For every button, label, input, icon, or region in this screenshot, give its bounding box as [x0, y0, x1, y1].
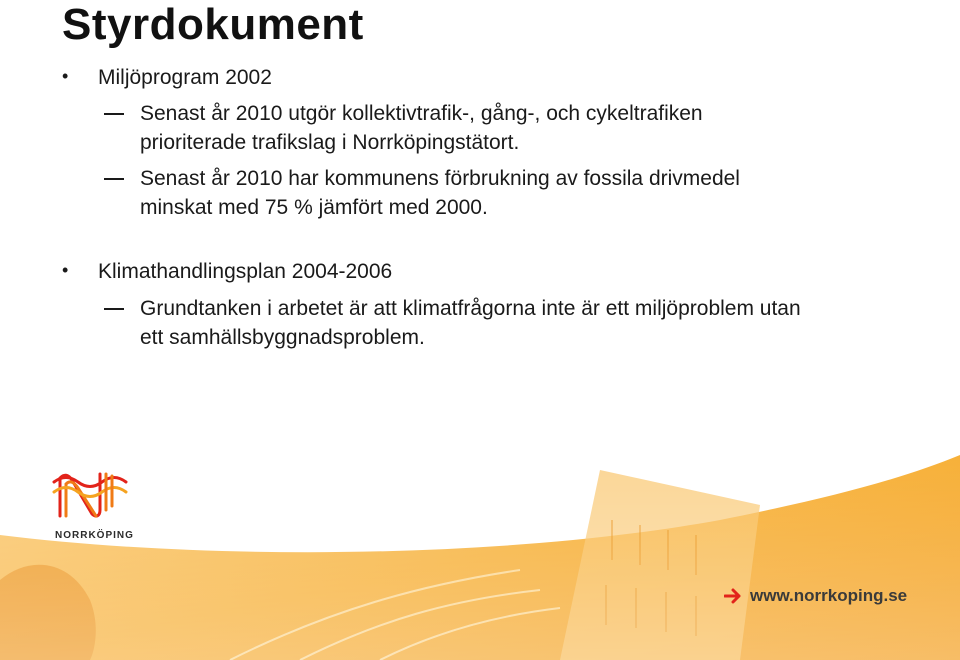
website-url[interactable]: www.norrkoping.se: [750, 586, 908, 605]
dash-marker: [104, 178, 124, 180]
subitem-line: prioriterade trafikslag i Norrköpingstätort.: [140, 131, 520, 154]
website-link[interactable]: [724, 586, 907, 606]
dash-marker: [104, 113, 124, 115]
subitem-text: [140, 99, 930, 157]
slide-title: Styrdokument: [62, 0, 364, 49]
bullet-text: Klimathandlingsplan 2004-2006: [98, 260, 393, 283]
subitem-line: Senast år 2010 utgör kollektivtrafik-, gång-, och cykeltrafiken: [140, 102, 703, 125]
subitem-text: [140, 164, 930, 222]
norrkoping-logo-icon: [52, 466, 132, 522]
subitem-line: ett samhällsbyggnadsproblem.: [140, 326, 425, 349]
dash-marker: [104, 308, 124, 310]
subitem-line: minskat med 75 % jämfört med 2000.: [140, 196, 488, 219]
bullet-text: Miljöprogram 2002: [98, 66, 272, 89]
arrow-right-icon: [724, 587, 744, 605]
bullet-dot: •: [62, 66, 69, 86]
subitem-line: Grundtanken i arbetet är att klimatfrågorna inte är ett miljöproblem utan: [140, 297, 801, 320]
subitem-text: [140, 294, 940, 352]
logo-wordmark: NORRKÖPING: [55, 530, 134, 541]
bullet-dot: •: [62, 260, 69, 280]
subitem-line: Senast år 2010 har kommunens förbrukning av fossila drivmedel: [140, 167, 740, 190]
